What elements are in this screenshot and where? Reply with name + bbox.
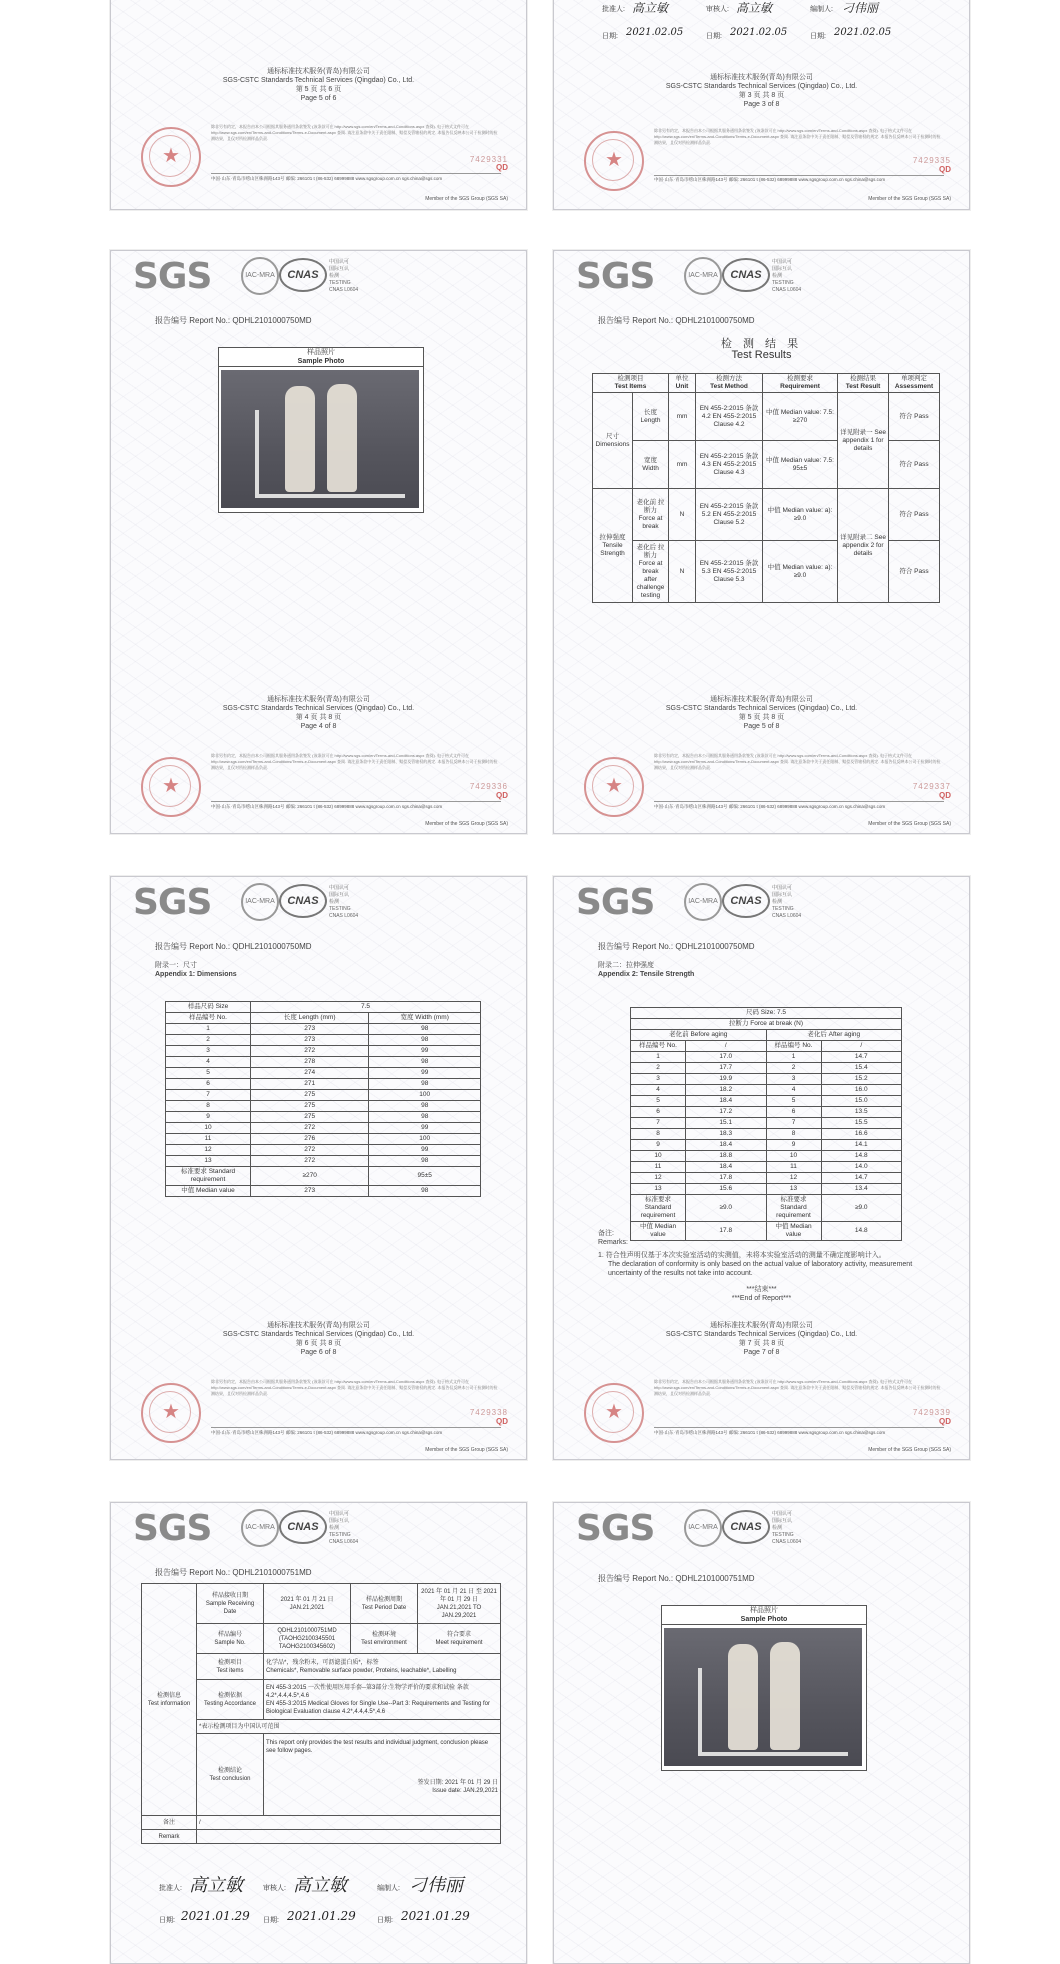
- company-cn: 通标标准技术服务(青岛)有限公司: [267, 696, 370, 703]
- iac-mra-logo-icon: IAC-MRA: [241, 883, 279, 921]
- table-row: 7 275 100: [166, 1090, 481, 1101]
- page-number-cn: 第 7 页 共 8 页: [738, 1340, 785, 1347]
- serial-number: 7429331: [469, 155, 508, 164]
- cnas-logo-icon: CNAS: [722, 258, 770, 292]
- table-row: 4 278 98: [166, 1057, 481, 1068]
- reviewer-signature: 高立敏: [736, 1, 773, 15]
- footer-company: [554, 73, 969, 109]
- approver-signature: 高立敏: [189, 1875, 243, 1896]
- address-line: 中国·山东·青岛市崂山区株洲路143号 邮编: 266101 t (86-532) 68999888 www.sgsgroup.com.cn sgs.china@sgs.com: [654, 804, 886, 809]
- accreditation-text: 中国认可 国际互认 检测 TESTING CNAS L0604: [329, 885, 359, 919]
- page-number-cn: 第 5 页 共 6 页: [295, 86, 342, 93]
- company-cn: 通标标准技术服务(青岛)有限公司: [267, 1322, 370, 1329]
- test-results-table: [592, 373, 940, 603]
- member-note: Member of the SGS Group (SGS SA): [425, 196, 508, 202]
- divider: [211, 173, 501, 174]
- page-number-cn: 第 5 页 共 8 页: [738, 714, 785, 721]
- table-row: 2 273 98: [166, 1035, 481, 1046]
- sgs-logo: SGS: [576, 1508, 655, 1549]
- sgs-logo: SGS: [133, 882, 212, 923]
- iac-mra-logo-icon: IAC-MRA: [684, 883, 722, 921]
- member-note: Member of the SGS Group (SGS SA): [425, 821, 508, 827]
- address-line: 中国·山东·青岛市崂山区株洲路143号 邮编: 266101 t (86-532) 68999888 www.sgsgroup.com.cn sgs.china@sgs.com: [211, 1430, 443, 1435]
- reviewer-date: 2021.02.05: [730, 27, 788, 38]
- member-note: Member of the SGS Group (SGS SA): [868, 1447, 951, 1453]
- sgs-logo: SGS: [133, 256, 212, 297]
- address-line: 中国·山东·青岛市崂山区株洲路143号 邮编: 266101 t (86-532) 68999888 www.sgsgroup.com.cn sgs.china@sgs.com: [211, 804, 443, 809]
- photo-title: 样品照片 Sample Photo: [219, 348, 423, 367]
- date-label: 日期:: [377, 1917, 393, 1924]
- serial-number: 7429336: [469, 782, 508, 791]
- table-row: 老化后 拉断力 Force at break after challenge testing N EN 455-2:2015 条款 5.3 EN 455-2:2015 Clause 5.3 中值 Median value: a): ≥9.0 符合 Pass: [593, 541, 940, 603]
- group-tensile: 拉伸强度 Tensile Strength: [593, 489, 633, 603]
- dimensions-table: 样品尺码 Size 7.5 样品编号 No. 长度 Length (mm) 宽度 Width (mm) 1 273 98 2 273 98 3 272 99 4 278 98 5 274 99 6 271 98 7 275 100 8 275 98 9 275 98 10 272 99 11 276 100 12 272 99 13 272 98 标准要求 Standard requirement ≥270 95±5 中值 Median value 273 98: [165, 1001, 481, 1197]
- group-dimensions: 尺寸 Dimensions: [593, 393, 633, 489]
- cnas-logo-icon: CNAS: [722, 884, 770, 918]
- serial-number: 7429338: [469, 1408, 508, 1417]
- editor-label: 编制人:: [810, 6, 833, 13]
- glove-photo: [221, 370, 419, 508]
- end-of-report: ***结束*** ***End of Report***: [731, 1286, 792, 1302]
- table-row: 9 275 98: [166, 1112, 481, 1123]
- footer-company: [111, 67, 526, 103]
- table-row: 1 17.0 1 14.7: [631, 1052, 902, 1063]
- editor-label: 编制人:: [377, 1885, 400, 1892]
- page-number-en: Page 3 of 8: [743, 101, 780, 108]
- report-number: 报告编号 Report No.: QDHL2101000751MD: [598, 1574, 755, 1583]
- date-label: 日期:: [602, 33, 618, 40]
- footer-company: [111, 695, 526, 731]
- table-row: 11 18.4 11 14.0: [631, 1162, 902, 1173]
- table-row: 4 18.2 4 16.0: [631, 1085, 902, 1096]
- report-number: 报告编号 Report No.: QDHL2101000750MD: [598, 942, 755, 951]
- serial-number: 7429335: [912, 156, 951, 165]
- accreditation-text: 中国认可 国际互认 检测 TESTING CNAS L0604: [329, 1511, 359, 1545]
- date-label: 日期:: [810, 33, 826, 40]
- sgs-logo: SGS: [576, 882, 655, 923]
- page-number-cn: 第 6 页 共 8 页: [295, 1340, 342, 1347]
- table-row: 宽度 Width mm EN 455-2:2015 条款 4.3 EN 455-2:2015 Clause 4.3 中值 Median value: 7.5: 95±5 符合 Pass: [593, 441, 940, 489]
- iac-mra-logo-icon: IAC-MRA: [241, 1509, 279, 1547]
- reviewer-date: 2021.01.29: [287, 1909, 356, 1923]
- page-number-en: Page 5 of 8: [743, 723, 780, 730]
- table-row: 3 19.9 3 15.2: [631, 1074, 902, 1085]
- serial-number: 7429337: [912, 782, 951, 791]
- page-number-en: Page 5 of 6: [300, 95, 337, 102]
- date-label: 日期:: [159, 1917, 175, 1924]
- sample-photo-frame: [218, 347, 424, 513]
- address-line: 中国·山东·青岛市崂山区株洲路143号 邮编: 266101 t (86-532) 68999888 www.sgsgroup.com.cn sgs.china@sgs.com: [211, 176, 443, 181]
- report-photo-page-751md: [553, 1502, 970, 1964]
- page-number-en: Page 7 of 8: [743, 1349, 780, 1356]
- qd-mark: QD: [939, 165, 951, 174]
- table-header-row: 检测项目 Test Items 单位 Unit 检测方法 Test Method 检测要求 Requirement 检测结果 Test Result 单项判定 Assessment: [593, 374, 940, 393]
- footer-company: [554, 695, 969, 731]
- terms-fine-print: 除非另有约定，本报告由本公司根据其服务通用条款签发 (该条款可在 http://www.sgs.com/en/Terms-and-Conditions.aspx 查阅). 电子格式文件可在 http://www.sgs.com/en/Terms-and-Conditions/Terms-e-Document.aspx 查阅. 请注意条款中关于责任限制、赔偿及管辖权的规定. 本报告仅反映本公司于检测时的检测结果，且仅对所检测样品负责.: [654, 753, 941, 770]
- company-en: SGS-CSTC Standards Technical Services (Qingdao) Co., Ltd.: [222, 705, 415, 712]
- company-cn: 通标标准技术服务(青岛)有限公司: [710, 696, 813, 703]
- table-row: 8 275 98: [166, 1101, 481, 1112]
- company-seal-icon: [141, 757, 201, 817]
- address-line: 中国·山东·青岛市崂山区株洲路143号 邮编: 266101 t (86-532) 68999888 www.sgsgroup.com.cn sgs.china@sgs.com: [654, 177, 886, 182]
- approver-label: 批准人:: [159, 1885, 182, 1892]
- address-line: 中国·山东·青岛市崂山区株洲路143号 邮编: 266101 t (86-532) 68999888 www.sgsgroup.com.cn sgs.china@sgs.com: [654, 1430, 886, 1435]
- remarks-block: 备注: Remarks: 1. 符合性声明仅基于本次实验室活动的实测值，未将本实验室活动的测量不确定度影响计入。 The declaration of conformity is only based on the actual value of laboratory activity, measurement uncertainty of the results not take into account.: [598, 1230, 913, 1277]
- glove-photo: [664, 1628, 862, 1766]
- member-note: Member of the SGS Group (SGS SA): [868, 821, 951, 827]
- company-en: SGS-CSTC Standards Technical Services (Qingdao) Co., Ltd.: [665, 1331, 858, 1338]
- iac-mra-logo-icon: IAC-MRA: [241, 257, 279, 295]
- results-title-en: Test Results: [731, 349, 792, 361]
- table-row: 12 272 99: [166, 1145, 481, 1156]
- page-number-cn: 第 3 页 共 8 页: [738, 92, 785, 99]
- company-en: SGS-CSTC Standards Technical Services (Qingdao) Co., Ltd.: [665, 83, 858, 90]
- date-label: 日期:: [706, 33, 722, 40]
- table-row: 1 273 98: [166, 1024, 481, 1035]
- table-row: 7 15.1 7 15.5: [631, 1118, 902, 1129]
- reviewer-label: 审核人:: [263, 1885, 286, 1892]
- table-row: 10 18.8 10 14.8: [631, 1151, 902, 1162]
- company-seal-icon: [584, 757, 644, 817]
- appendix-title: 附录一：尺寸 Appendix 1: Dimensions: [155, 962, 237, 978]
- iac-mra-logo-icon: IAC-MRA: [684, 257, 722, 295]
- editor-signature: 刁伟丽: [842, 1, 879, 15]
- cnas-logo-icon: CNAS: [722, 1510, 770, 1544]
- terms-fine-print: 除非另有约定，本报告由本公司根据其服务通用条款签发 (该条款可在 http://www.sgs.com/en/Terms-and-Conditions.aspx 查阅). 电子格式文件可在 http://www.sgs.com/en/Terms-and-Conditions/Terms-e-Document.aspx 查阅. 请注意条款中关于责任限制、赔偿及管辖权的规定. 本报告仅反映本公司于检测时的检测结果，且仅对所检测样品负责.: [211, 753, 498, 770]
- accreditation-text: 中国认可 国际互认 检测 TESTING CNAS L0604: [772, 1511, 802, 1545]
- approver-date: 2021.02.05: [626, 27, 684, 38]
- accreditation-text: 中国认可 国际互认 检测 TESTING CNAS L0604: [772, 259, 802, 293]
- footer-company: [554, 1321, 969, 1357]
- report-page-6-of-8: [110, 876, 527, 1460]
- reviewer-signature: 高立敏: [293, 1875, 347, 1896]
- terms-fine-print: 除非另有约定，本报告由本公司根据其服务通用条款签发 (该条款可在 http://www.sgs.com/en/Terms-and-Conditions.aspx 查阅). 电子格式文件可在 http://www.sgs.com/en/Terms-and-Conditions/Terms-e-Document.aspx 查阅. 请注意条款中关于责任限制、赔偿及管辖权的规定. 本报告仅反映本公司于检测时的检测结果，且仅对所检测样品负责.: [654, 128, 941, 145]
- editor-date: 2021.01.29: [401, 1909, 470, 1923]
- editor-date: 2021.02.05: [834, 27, 892, 38]
- table-row: 11 276 100: [166, 1134, 481, 1145]
- qd-mark: QD: [496, 1417, 508, 1426]
- company-cn: 通标标准技术服务(青岛)有限公司: [710, 1322, 813, 1329]
- table-row: 13 272 98: [166, 1156, 481, 1167]
- report-page-5-of-8: [553, 250, 970, 834]
- sample-photo-frame: [661, 1605, 867, 1771]
- serial-number: 7429339: [912, 1408, 951, 1417]
- terms-fine-print: 除非另有约定，本报告由本公司根据其服务通用条款签发 (该条款可在 http://www.sgs.com/en/Terms-and-Conditions.aspx 查阅). 电子格式文件可在 http://www.sgs.com/en/Terms-and-Conditions/Terms-e-Document.aspx 查阅. 请注意条款中关于责任限制、赔偿及管辖权的规定. 本报告仅反映本公司于检测时的检测结果，且仅对所检测样品负责.: [211, 124, 498, 141]
- qd-mark: QD: [939, 1417, 951, 1426]
- qd-mark: QD: [939, 791, 951, 800]
- tensile-table: 尺码 Size: 7.5 拉断力 Force at break (N) 老化前 Before aging 老化后 After aging 样品编号 No. / 样品编号 No. / 1 17.0 1 14.7 2 17.7 2 15.4 3 19.9 3 15.2 4 18.2 4 16.0 5 18.4 5 15.0 6 17.2 6 13.5 7 15.1 7 15.5 8 18.3 8 16.6 9 18.4 9 14.1 10 18.8 10 14.8 11 18.4 11 14.0 12 17.8 12 14.7 13 15.6 13 13.4 标准要求 Standard requirement ≥9.0 标准要求 Standard requirement ≥9.0 中值 Median value 17.8 中值 Median value 14.8: [630, 1007, 902, 1241]
- editor-signature: 刁伟丽: [409, 1875, 463, 1896]
- member-note: Member of the SGS Group (SGS SA): [425, 1447, 508, 1453]
- divider: [211, 1427, 501, 1428]
- results-title-cn: 检 测 结 果: [720, 338, 803, 350]
- sgs-logo: SGS: [576, 256, 655, 297]
- page-number-en: Page 4 of 8: [300, 723, 337, 730]
- divider: [654, 801, 944, 802]
- table-row: 3 272 99: [166, 1046, 481, 1057]
- report-page-3-of-8: [553, 0, 970, 210]
- table-row: 8 18.3 8 16.6: [631, 1129, 902, 1140]
- iac-mra-logo-icon: IAC-MRA: [684, 1509, 722, 1547]
- terms-fine-print: 除非另有约定，本报告由本公司根据其服务通用条款签发 (该条款可在 http://www.sgs.com/en/Terms-and-Conditions.aspx 查阅). 电子格式文件可在 http://www.sgs.com/en/Terms-and-Conditions/Terms-e-Document.aspx 查阅. 请注意条款中关于责任限制、赔偿及管辖权的规定. 本报告仅反映本公司于检测时的检测结果，且仅对所检测样品负责.: [654, 1379, 941, 1396]
- company-cn: 通标标准技术服务(青岛)有限公司: [710, 74, 813, 81]
- company-en: SGS-CSTC Standards Technical Services (Qingdao) Co., Ltd.: [222, 1331, 415, 1338]
- table-row: 12 17.8 12 14.7: [631, 1173, 902, 1184]
- cnas-logo-icon: CNAS: [279, 1510, 327, 1544]
- footer-company: [111, 1321, 526, 1357]
- photo-title: 样品照片 Sample Photo: [662, 1606, 866, 1625]
- reviewer-label: 审核人:: [706, 6, 729, 13]
- company-en: SGS-CSTC Standards Technical Services (Qingdao) Co., Ltd.: [222, 77, 415, 84]
- report-number: 报告编号 Report No.: QDHL2101000750MD: [155, 942, 312, 951]
- company-seal-icon: [141, 127, 201, 187]
- test-info-table: 检测信息 Test information 样品接收日期 Sample Receiving Date 2021 年 01 月 21 日 JAN.21,2021 样品检测周期 Test Period Date 2021 年 01 月 21 日 至 2021 年 01 月 29 日 JAN.21,2021 TO JAN.29,2021 样品编号 Sample No. QDHL2101000751MD (TAOHG2100345501 TAOHG2100345602) 检测环境 Test environment 符合要求 Meet requirement 检测项目 Test items 化学品*，残余粉末，可沥滤蛋白质*，标签 Chemicals*, Removable surface powder, Proteins, leachable*, Labelling 检测依据 Testing Accordance EN 455-3:2015 一次性使用医用手套--第3部分:生物学评价的要求和试验 条款 4.2*,4.4,4.5*,4.6 EN 455-3:2015 Medical Gloves for Single Use--Part 3: Requirements and Testing for Biological Evaluation clause 4.2*,4.4,4.5*,4.6 *表示检测项目为中国认可范围 检测结论 Test conclusion This report only provides the test results and individual judgment, conclusion please see follow pages. 签发日期: 2021 年 01 月 29 日 Issue date: JAN.29,2021 备注 / Remark: [141, 1583, 501, 1844]
- company-cn: 通标标准技术服务(青岛)有限公司: [267, 68, 370, 75]
- divider: [654, 1427, 944, 1428]
- approver-signature: 高立敏: [632, 1, 669, 15]
- sgs-logo: SGS: [133, 1508, 212, 1549]
- terms-fine-print: 除非另有约定，本报告由本公司根据其服务通用条款签发 (该条款可在 http://www.sgs.com/en/Terms-and-Conditions.aspx 查阅). 电子格式文件可在 http://www.sgs.com/en/Terms-and-Conditions/Terms-e-Document.aspx 查阅. 请注意条款中关于责任限制、赔偿及管辖权的规定. 本报告仅反映本公司于检测时的检测结果，且仅对所检测样品负责.: [211, 1379, 498, 1396]
- company-seal-icon: [141, 1383, 201, 1443]
- appendix-title: 附录二：拉伸强度 Appendix 2: Tensile Strength: [598, 962, 695, 978]
- table-row: 5 18.4 5 15.0: [631, 1096, 902, 1107]
- accreditation-text: 中国认可 国际互认 检测 TESTING CNAS L0604: [329, 259, 359, 293]
- divider: [654, 175, 944, 176]
- table-row: 拉伸强度 Tensile Strength 老化前 拉断力 Force at break N EN 455-2:2015 条款 5.2 EN 455-2:2015 Clause 5.2 中值 Median value: a): ≥9.0 详见附录二 See appendix 2 for details 符合 Pass: [593, 489, 940, 541]
- company-seal-icon: [584, 1383, 644, 1443]
- table-row: 尺寸 Dimensions 长度 Length mm EN 455-2:2015 条款 4.2 EN 455-2:2015 Clause 4.2 中值 Median value: 7.5: ≥270 详见附录一 See appendix 1 for details 符合 Pass: [593, 393, 940, 441]
- report-number: 报告编号 Report No.: QDHL2101000750MD: [598, 316, 755, 325]
- report-page-5-of-6: [110, 0, 527, 210]
- approver-label: 批准人:: [602, 6, 625, 13]
- divider: [211, 801, 501, 802]
- page-number-cn: 第 4 页 共 8 页: [295, 714, 342, 721]
- company-en: SGS-CSTC Standards Technical Services (Qingdao) Co., Ltd.: [665, 705, 858, 712]
- approver-date: 2021.01.29: [181, 1909, 250, 1923]
- table-row: 9 18.4 9 14.1: [631, 1140, 902, 1151]
- date-label: 日期:: [263, 1917, 279, 1924]
- report-page-7-of-8: [553, 876, 970, 1460]
- qd-mark: QD: [496, 791, 508, 800]
- table-row: 13 15.6 13 13.4: [631, 1184, 902, 1195]
- table-row: 5 274 99: [166, 1068, 481, 1079]
- report-cover-page-751md: [110, 1502, 527, 1964]
- cnas-logo-icon: CNAS: [279, 258, 327, 292]
- report-number: 报告编号 Report No.: QDHL2101000750MD: [155, 316, 312, 325]
- member-note: Member of the SGS Group (SGS SA): [868, 196, 951, 202]
- table-row: 6 271 98: [166, 1079, 481, 1090]
- cnas-logo-icon: CNAS: [279, 884, 327, 918]
- table-row: 6 17.2 6 13.5: [631, 1107, 902, 1118]
- report-number: 报告编号 Report No.: QDHL2101000751MD: [155, 1568, 312, 1577]
- report-page-4-of-8: [110, 250, 527, 834]
- accreditation-text: 中国认可 国际互认 检测 TESTING CNAS L0604: [772, 885, 802, 919]
- table-row: 10 272 99: [166, 1123, 481, 1134]
- company-seal-icon: [584, 131, 644, 191]
- page-number-en: Page 6 of 8: [300, 1349, 337, 1356]
- qd-mark: QD: [496, 163, 508, 172]
- table-row: 2 17.7 2 15.4: [631, 1063, 902, 1074]
